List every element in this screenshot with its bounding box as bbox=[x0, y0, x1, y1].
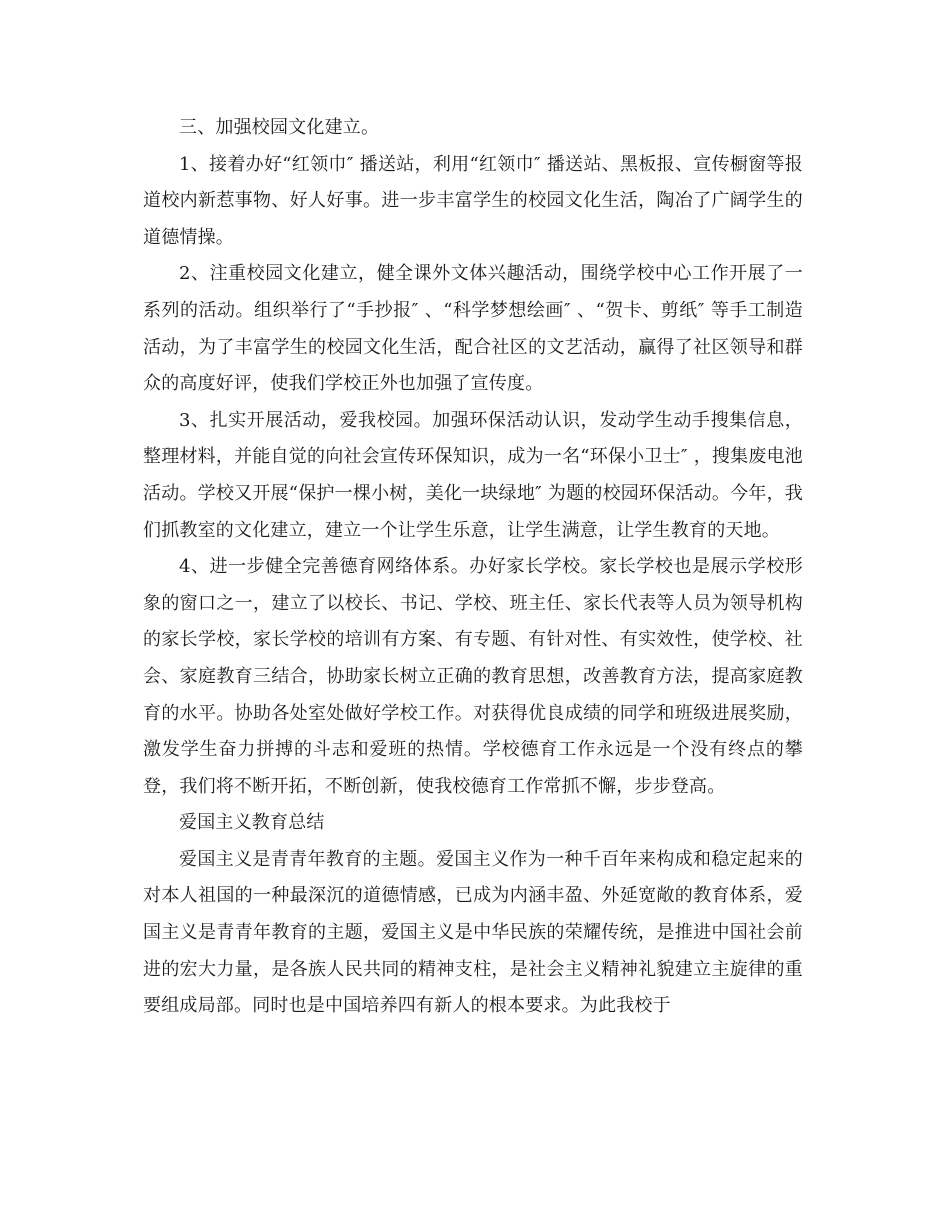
paragraph-3: 3、扎实开展活动，爱我校园。加强环保活动认识，发动学生动手搜集信息，整理材料，并能自觉的向社会宣传环保知识，成为一名“环保小卫士″ ，搜集废电池活动。学校又开展“保护一棵小树，美化一块绿地″ 为题的校园环保活动。今年，我们抓教室的文化建立，建立一个让学生乐意，让学生满意，让学生教育的天地。 bbox=[143, 409, 803, 541]
section-heading: 三、加强校园文化建立。 bbox=[179, 117, 380, 138]
paragraph-2: 2、注重校园文化建立，健全课外文体兴趣活动，围绕学校中心工作开展了一系列的活动。组织举行了“手抄报″ 、“科学梦想绘画″ 、“贺卡、剪纸″ 等手工制造活动，为了丰富学生的校园文化生活，配合社区的文艺活动，赢得了社区领导和群众的高度好评，使我们学校正外也加强了宣传度。 bbox=[143, 263, 803, 395]
document-body bbox=[143, 110, 803, 1025]
subtitle-patriotism: 爱国主义教育总结 bbox=[179, 812, 325, 834]
paragraph-5: 爱国主义是青青年教育的主题。爱国主义作为一种千百年来构成和稳定起来的对本人祖国的一种最深沉的道德情感，已成为内涵丰盈、外延宽敞的教育体系，爱国主义是青青年教育的主题，爱国主义是中华民族的荣耀传统，是推进中国社会前进的宏大力量，是各族人民共同的精神支柱，是社会主义精神礼貌建立主旋律的重要组成局部。同时也是中国培养四有新人的根本要求。为此我校于 bbox=[143, 848, 803, 1017]
paragraph-1: 1、接着办好“红领巾″ 播送站，利用“红领巾″ 播送站、黑板报、宣传橱窗等报道校内新惹事物、好人好事。进一步丰富学生的校园文化生活，陶冶了广阔学生的道德情操。 bbox=[143, 153, 803, 248]
paragraph-4: 4、进一步健全完善德育网络体系。办好家长学校。家长学校也是展示学校形象的窗口之一，建立了以校长、书记、学校、班主任、家长代表等人员为领导机构的家长学校，家长学校的培训有方案、有专题、有针对性、有实效性，使学校、社会、家庭教育三结合，协助家长树立正确的教育思想，改善教育方法，提高家庭教育的水平。协助各处室处做好学校工作。对获得优良成绩的同学和班级进展奖励，激发学生奋力拼搏的斗志和爱班的热情。学校德育工作永远是一个没有终点的攀登，我们将不断开拓，不断创新，使我校德育工作常抓不懈，步步登高。 bbox=[143, 556, 803, 797]
